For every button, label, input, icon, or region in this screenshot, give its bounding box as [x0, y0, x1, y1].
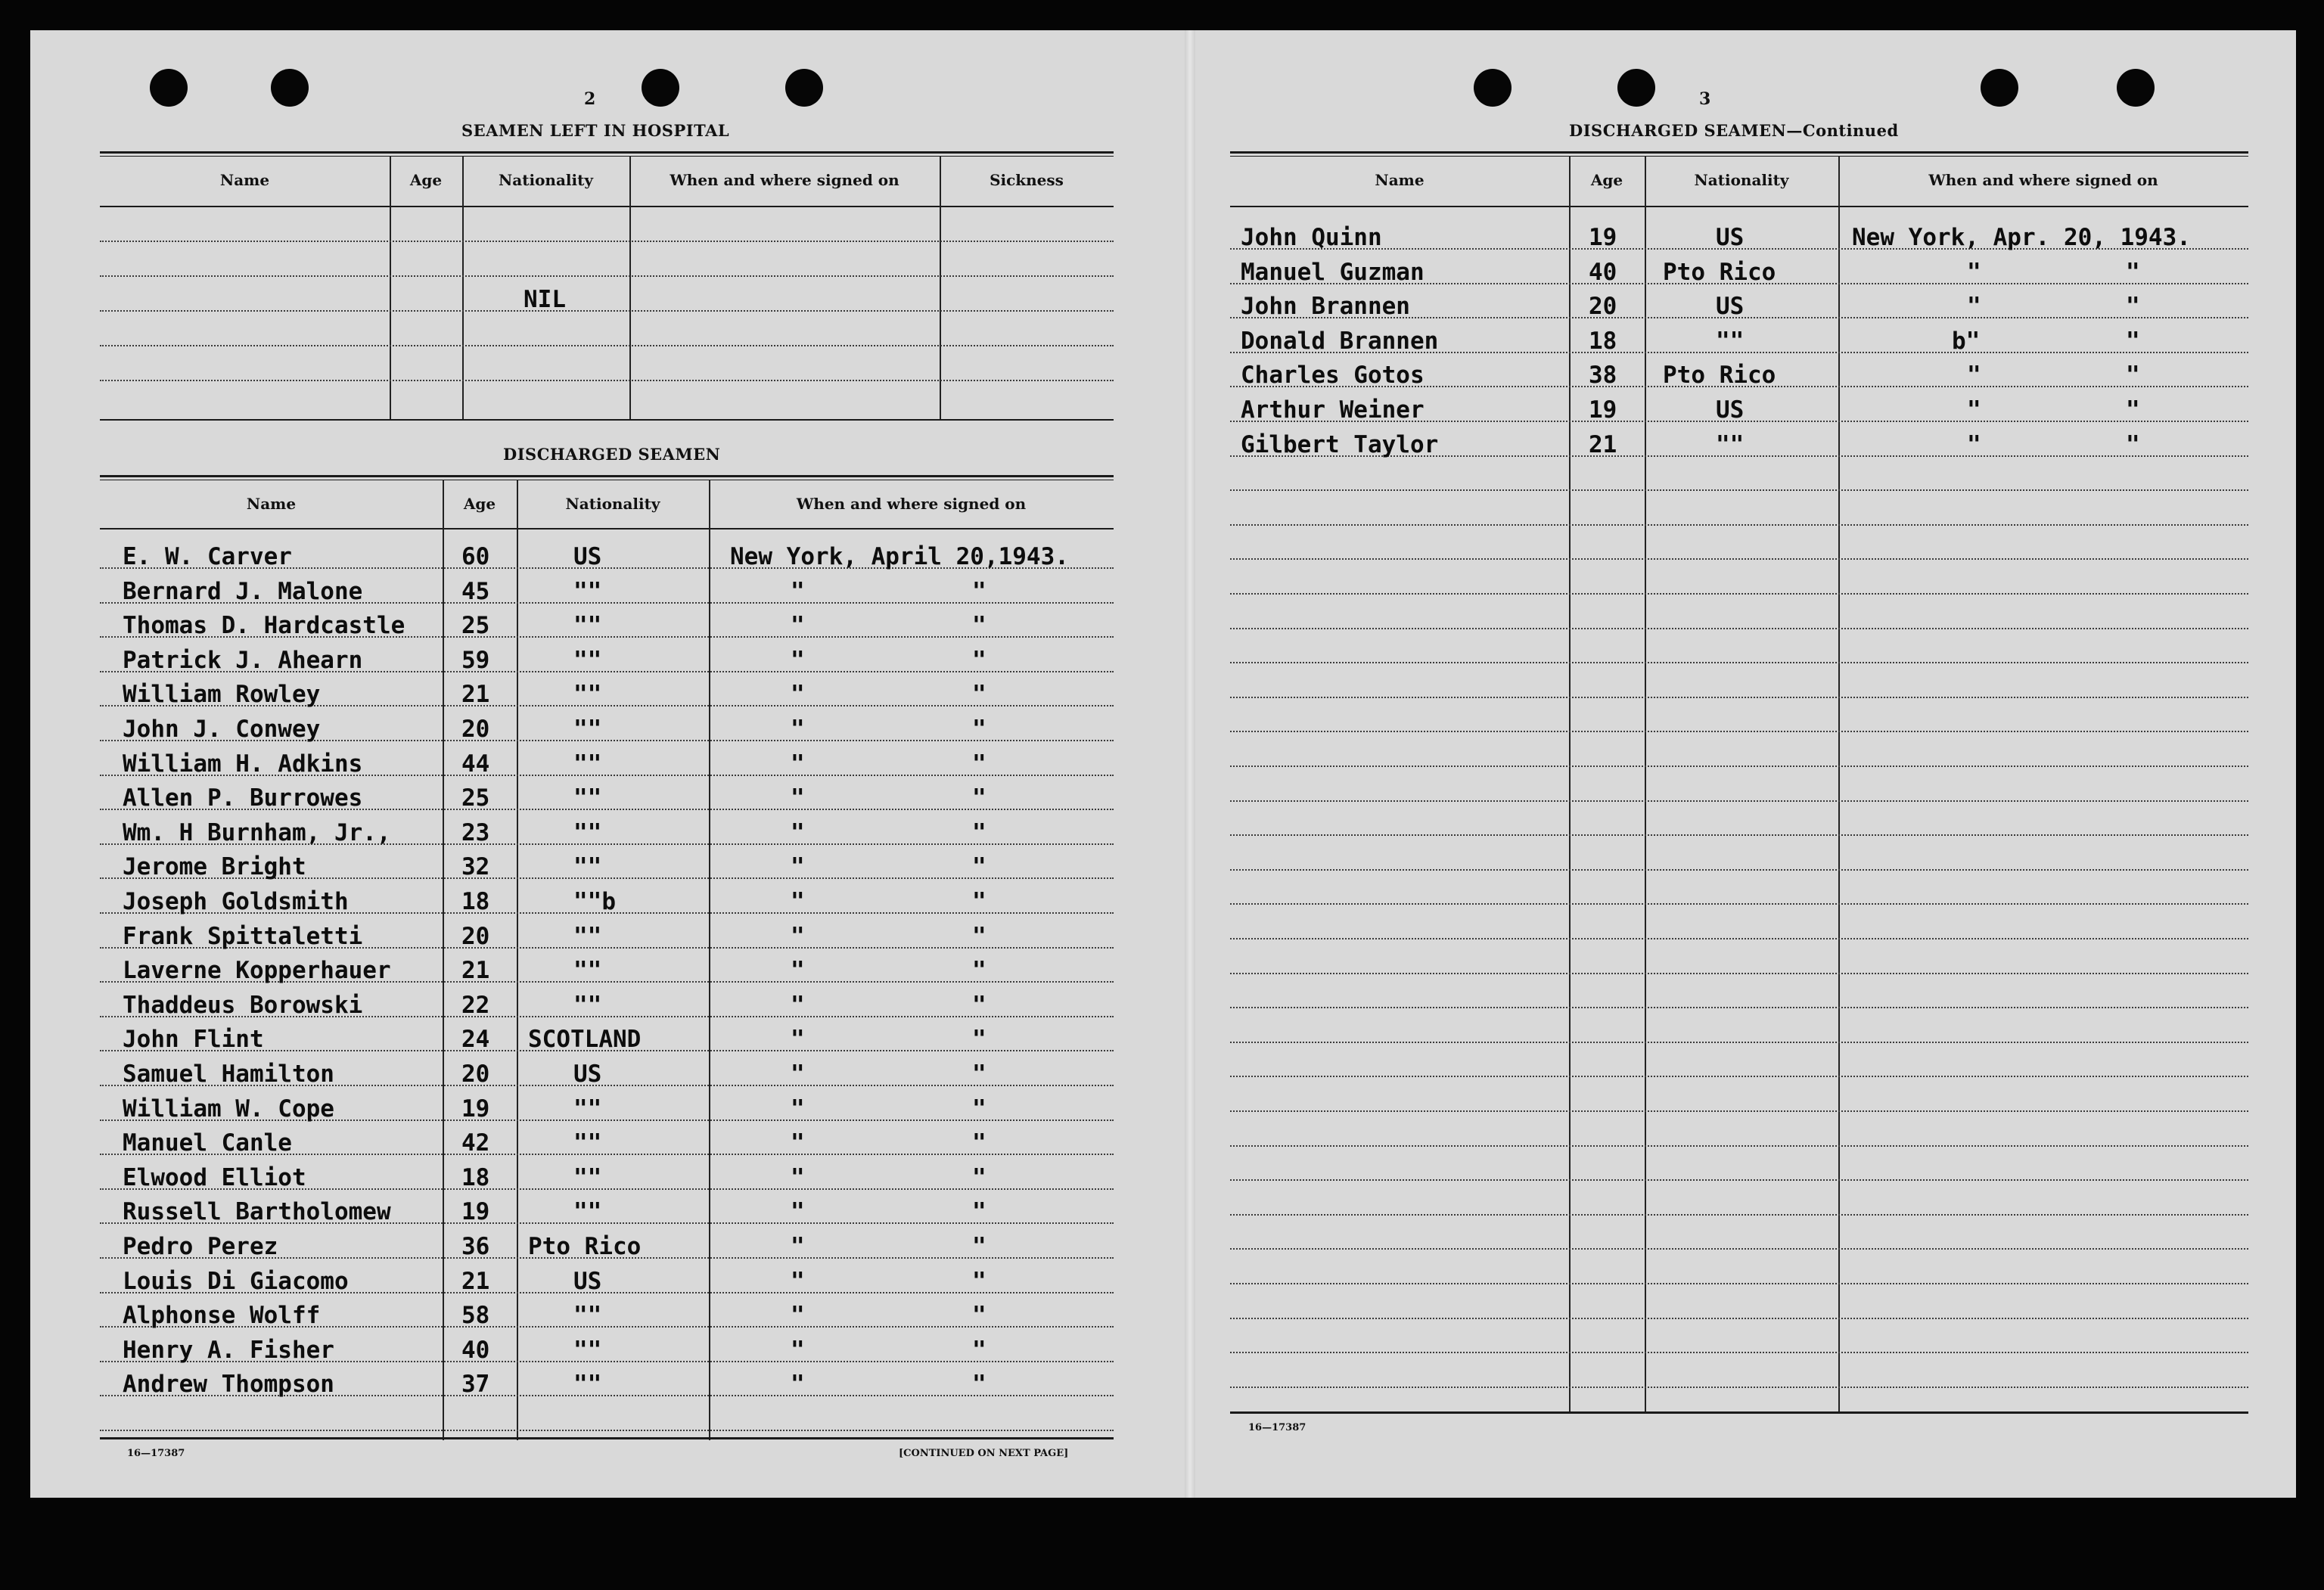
seaman-name: Louis Di Giacomo — [123, 1268, 349, 1295]
seaman-name: Patrick J. Ahearn — [123, 647, 363, 674]
signed-on-ditto-place: " — [791, 1061, 805, 1088]
seaman-name: Alphonse Wolff — [123, 1302, 321, 1329]
signed-on-ditto-place: " — [791, 1164, 805, 1191]
row-guide-line — [1230, 834, 2248, 836]
signed-on-ditto-date: " — [2126, 362, 2140, 389]
punch-hole — [1981, 69, 2018, 107]
seaman-name: Wm. H Burnham, Jr., — [123, 819, 391, 846]
signed-on-ditto-date: " — [972, 1268, 986, 1295]
signed-on-ditto-place: " — [1967, 396, 1981, 424]
seaman-nationality: "" — [573, 1337, 602, 1364]
col-header-name: Name — [219, 171, 270, 189]
punch-hole — [150, 69, 188, 107]
signed-on-ditto-date: " — [972, 1129, 986, 1157]
signed-on-ditto-date: " — [972, 1371, 986, 1398]
signed-on-ditto-place: " — [791, 1026, 805, 1053]
seaman-nationality: "" — [573, 578, 602, 605]
signed-on-ditto-place: " — [791, 923, 805, 950]
seaman-nationality: "" — [573, 853, 602, 880]
row-guide-line — [1230, 1248, 2248, 1250]
signed-on-ditto-date: " — [972, 1095, 986, 1123]
row-guide-line — [1230, 1007, 2248, 1008]
row-guide-line — [1230, 1214, 2248, 1216]
seaman-name: Laverne Kopperhauer — [123, 957, 391, 984]
seaman-age: 20 — [461, 1061, 490, 1088]
hospital-section-title: SEAMEN LEFT IN HOSPITAL — [461, 121, 730, 140]
signed-on-ditto-place: " — [791, 853, 805, 880]
col-header-age: Age — [463, 495, 496, 513]
page-number-right: 3 — [1699, 89, 1711, 109]
seaman-nationality: ""b — [573, 888, 616, 915]
signed-on-ditto-place: " — [1967, 293, 1981, 320]
row-guide-line — [1230, 1110, 2248, 1112]
seaman-name: Allen P. Burrowes — [123, 784, 363, 812]
discharged-continued-title: DISCHARGED SEAMEN—Continued — [1569, 121, 1899, 140]
seaman-age: 40 — [1589, 259, 1617, 286]
signed-on-ditto-place: " — [1967, 431, 1981, 458]
signed-on-ditto-place: " — [1967, 259, 1981, 286]
signed-on-ditto-place: " — [791, 888, 805, 915]
form-number-left: 16—17387 — [127, 1448, 185, 1459]
signed-on-ditto-date: " — [972, 1026, 986, 1053]
punch-hole — [271, 69, 309, 107]
signed-on-ditto-date: " — [2126, 328, 2140, 355]
seaman-age: 18 — [461, 1164, 490, 1191]
seaman-nationality: "" — [573, 819, 602, 846]
col-header-name: Name — [246, 495, 297, 513]
col-header-name: Name — [1375, 171, 1425, 189]
seaman-name: Charles Gotos — [1241, 362, 1425, 389]
seaman-age: 21 — [1589, 431, 1617, 458]
signed-on-ditto-place: b" — [1952, 328, 1981, 355]
seaman-nationality: US — [1716, 293, 1745, 320]
seaman-age: 38 — [1589, 362, 1617, 389]
seaman-age: 18 — [1589, 328, 1617, 355]
seaman-age: 60 — [461, 543, 490, 570]
row-guide-line — [1230, 628, 2248, 629]
seaman-name: Frank Spittaletti — [123, 923, 363, 950]
seaman-age: 23 — [461, 819, 490, 846]
row-guide-line — [1230, 593, 2248, 595]
row-guide-line — [1230, 1387, 2248, 1388]
row-guide-line — [1230, 765, 2248, 767]
signed-on-ditto-place: " — [791, 819, 805, 846]
row-guide-line — [1230, 697, 2248, 698]
seaman-age: 25 — [461, 612, 490, 639]
page-fold — [1185, 30, 1195, 1498]
row-guide-line — [1230, 1283, 2248, 1284]
signed-on-ditto-place: " — [791, 1233, 805, 1260]
seaman-nationality: "" — [573, 1129, 602, 1157]
col-header-age: Age — [1590, 171, 1623, 189]
seaman-age: 21 — [461, 957, 490, 984]
seaman-nationality: "" — [1716, 431, 1745, 458]
signed-on-ditto-date: " — [972, 1198, 986, 1225]
row-guide-line — [1230, 662, 2248, 663]
seaman-age: 32 — [461, 853, 490, 880]
seaman-age: 25 — [461, 784, 490, 812]
seaman-age: 22 — [461, 992, 490, 1019]
signed-on-ditto-date: " — [972, 992, 986, 1019]
punch-hole — [785, 69, 823, 107]
page-number-left: 2 — [584, 89, 596, 109]
punch-hole — [1617, 69, 1655, 107]
form-number-right: 16—17387 — [1248, 1422, 1306, 1433]
seaman-nationality: "" — [573, 1371, 602, 1398]
seaman-name: William Rowley — [123, 681, 321, 708]
seaman-name: William H. Adkins — [123, 750, 363, 778]
seaman-nationality: "" — [573, 716, 602, 743]
seaman-name: Thomas D. Hardcastle — [123, 612, 405, 639]
seaman-age: 59 — [461, 647, 490, 674]
seaman-nationality: "" — [573, 784, 602, 812]
seaman-nationality: "" — [573, 647, 602, 674]
col-header-nationality: Nationality — [499, 171, 593, 189]
seaman-age: 20 — [461, 923, 490, 950]
seaman-nationality: US — [573, 1061, 602, 1088]
signed-on-ditto-place: " — [791, 750, 805, 778]
seaman-name: John Flint — [123, 1026, 264, 1053]
seaman-name: Russell Bartholomew — [123, 1198, 391, 1225]
seaman-nationality: "" — [573, 1164, 602, 1191]
seaman-name: John Quinn — [1241, 224, 1382, 251]
seaman-name: Joseph Goldsmith — [123, 888, 349, 915]
seaman-age: 21 — [461, 1268, 490, 1295]
seaman-name: Henry A. Fisher — [123, 1337, 334, 1364]
seaman-age: 40 — [461, 1337, 490, 1364]
signed-on-ditto-place: " — [791, 1129, 805, 1157]
signed-on-ditto-date: " — [2126, 259, 2140, 286]
seaman-nationality: "" — [573, 681, 602, 708]
signed-on-place-date: New York, April 20,1943. — [730, 543, 1069, 570]
document-sheet — [30, 30, 2296, 1498]
seaman-nationality: "" — [573, 1302, 602, 1329]
continued-note: [CONTINUED ON NEXT PAGE] — [899, 1448, 1069, 1459]
seaman-age: 19 — [1589, 224, 1617, 251]
seaman-nationality: "" — [573, 992, 602, 1019]
col-header-signed-on: When and where signed on — [796, 495, 1027, 513]
seaman-nationality: US — [1716, 224, 1745, 251]
discharged-section-title: DISCHARGED SEAMEN — [503, 445, 721, 464]
seaman-name: Manuel Canle — [123, 1129, 292, 1157]
row-guide-line — [1230, 558, 2248, 560]
row-guide-line — [1230, 489, 2248, 491]
seaman-nationality: "" — [573, 1198, 602, 1225]
seaman-age: 19 — [1589, 396, 1617, 424]
seaman-age: 58 — [461, 1302, 490, 1329]
seaman-nationality: "" — [573, 612, 602, 639]
seaman-name: Gilbert Taylor — [1241, 431, 1439, 458]
signed-on-ditto-place: " — [791, 1337, 805, 1364]
seaman-name: E. W. Carver — [123, 543, 292, 570]
row-guide-line — [1230, 1042, 2248, 1043]
signed-on-ditto-place: " — [791, 1198, 805, 1225]
signed-on-ditto-place: " — [791, 1302, 805, 1329]
seaman-age: 18 — [461, 888, 490, 915]
seaman-age: 42 — [461, 1129, 490, 1157]
signed-on-ditto-date: " — [972, 1302, 986, 1329]
seaman-nationality: "" — [573, 750, 602, 778]
seaman-age: 20 — [1589, 293, 1617, 320]
seaman-age: 19 — [461, 1095, 490, 1123]
seaman-name: Thaddeus Borowski — [123, 992, 363, 1019]
seaman-name: Donald Brannen — [1241, 328, 1439, 355]
signed-on-ditto-place: " — [791, 1095, 805, 1123]
signed-on-ditto-place: " — [791, 578, 805, 605]
signed-on-ditto-place: " — [791, 681, 805, 708]
signed-on-place-date: New York, Apr. 20, 1943. — [1852, 224, 2191, 251]
signed-on-ditto-date: " — [972, 750, 986, 778]
seaman-nationality: US — [573, 543, 602, 570]
seaman-age: 44 — [461, 750, 490, 778]
signed-on-ditto-date: " — [972, 681, 986, 708]
col-header-nationality: Nationality — [1694, 171, 1789, 189]
signed-on-ditto-date: " — [972, 1233, 986, 1260]
row-guide-line — [1230, 973, 2248, 974]
row-guide-line — [1230, 1179, 2248, 1181]
signed-on-ditto-date: " — [972, 819, 986, 846]
col-header-nationality: Nationality — [565, 495, 660, 513]
seaman-nationality: SCOTLAND — [528, 1026, 642, 1053]
signed-on-ditto-date: " — [972, 578, 986, 605]
signed-on-ditto-date: " — [972, 716, 986, 743]
seaman-nationality: Pto Rico — [528, 1233, 642, 1260]
seaman-name: Samuel Hamilton — [123, 1061, 334, 1088]
signed-on-ditto-place: " — [1967, 362, 1981, 389]
seaman-age: 36 — [461, 1233, 490, 1260]
signed-on-ditto-date: " — [972, 957, 986, 984]
signed-on-ditto-date: " — [972, 784, 986, 812]
signed-on-ditto-place: " — [791, 1268, 805, 1295]
signed-on-ditto-place: " — [791, 957, 805, 984]
punch-hole — [1474, 69, 1512, 107]
seaman-nationality: "" — [573, 1095, 602, 1123]
seaman-name: Jerome Bright — [123, 853, 306, 880]
signed-on-ditto-place: " — [791, 716, 805, 743]
signed-on-ditto-date: " — [972, 1337, 986, 1364]
seaman-nationality: US — [1716, 396, 1745, 424]
seaman-name: William W. Cope — [123, 1095, 334, 1123]
signed-on-ditto-date: " — [2126, 396, 2140, 424]
seaman-name: Andrew Thompson — [123, 1371, 334, 1398]
seaman-nationality: Pto Rico — [1663, 259, 1776, 286]
signed-on-ditto-date: " — [972, 853, 986, 880]
signed-on-ditto-place: " — [791, 1371, 805, 1398]
seaman-nationality: "" — [573, 923, 602, 950]
seaman-nationality: "" — [1716, 328, 1745, 355]
punch-hole — [2117, 69, 2155, 107]
signed-on-ditto-date: " — [972, 1061, 986, 1088]
signed-on-ditto-date: " — [972, 1164, 986, 1191]
seaman-age: 24 — [461, 1026, 490, 1053]
seaman-nationality: Pto Rico — [1663, 362, 1776, 389]
seaman-nationality: "" — [573, 957, 602, 984]
seaman-age: 20 — [461, 716, 490, 743]
hospital-nil-entry: NIL — [524, 286, 566, 313]
signed-on-ditto-date: " — [972, 923, 986, 950]
row-guide-line — [1230, 524, 2248, 526]
col-header-age: Age — [409, 171, 443, 189]
seaman-age: 45 — [461, 578, 490, 605]
punch-hole — [642, 69, 679, 107]
row-guide-line — [1230, 1145, 2248, 1147]
row-guide-line — [1230, 1352, 2248, 1353]
signed-on-ditto-date: " — [972, 647, 986, 674]
col-header-signed-on: When and where signed on — [670, 171, 899, 189]
signed-on-ditto-date: " — [972, 888, 986, 915]
seaman-name: John J. Conwey — [123, 716, 321, 743]
row-guide-line — [1230, 1318, 2248, 1319]
row-guide-line — [1230, 1076, 2248, 1077]
col-header-signed-on: When and where signed on — [1928, 171, 2158, 189]
seaman-name: John Brannen — [1241, 293, 1410, 320]
seaman-age: 21 — [461, 681, 490, 708]
seaman-name: Bernard J. Malone — [123, 578, 363, 605]
seaman-name: Arthur Weiner — [1241, 396, 1425, 424]
row-guide-line — [1230, 903, 2248, 905]
seaman-name: Pedro Perez — [123, 1233, 278, 1260]
signed-on-ditto-place: " — [791, 992, 805, 1019]
signed-on-ditto-date: " — [972, 612, 986, 639]
row-guide-line — [1230, 731, 2248, 732]
signed-on-ditto-date: " — [2126, 431, 2140, 458]
signed-on-ditto-place: " — [791, 612, 805, 639]
seaman-name: Elwood Elliot — [123, 1164, 306, 1191]
row-guide-line — [1230, 869, 2248, 871]
signed-on-ditto-place: " — [791, 647, 805, 674]
seaman-name: Manuel Guzman — [1241, 259, 1425, 286]
row-guide-line — [1230, 800, 2248, 802]
row-guide-line — [100, 1430, 1114, 1431]
seaman-age: 19 — [461, 1198, 490, 1225]
signed-on-ditto-place: " — [791, 784, 805, 812]
seaman-age: 37 — [461, 1371, 490, 1398]
seaman-nationality: US — [573, 1268, 602, 1295]
signed-on-ditto-date: " — [2126, 293, 2140, 320]
col-header-sickness: Sickness — [990, 171, 1064, 189]
row-guide-line — [1230, 938, 2248, 939]
